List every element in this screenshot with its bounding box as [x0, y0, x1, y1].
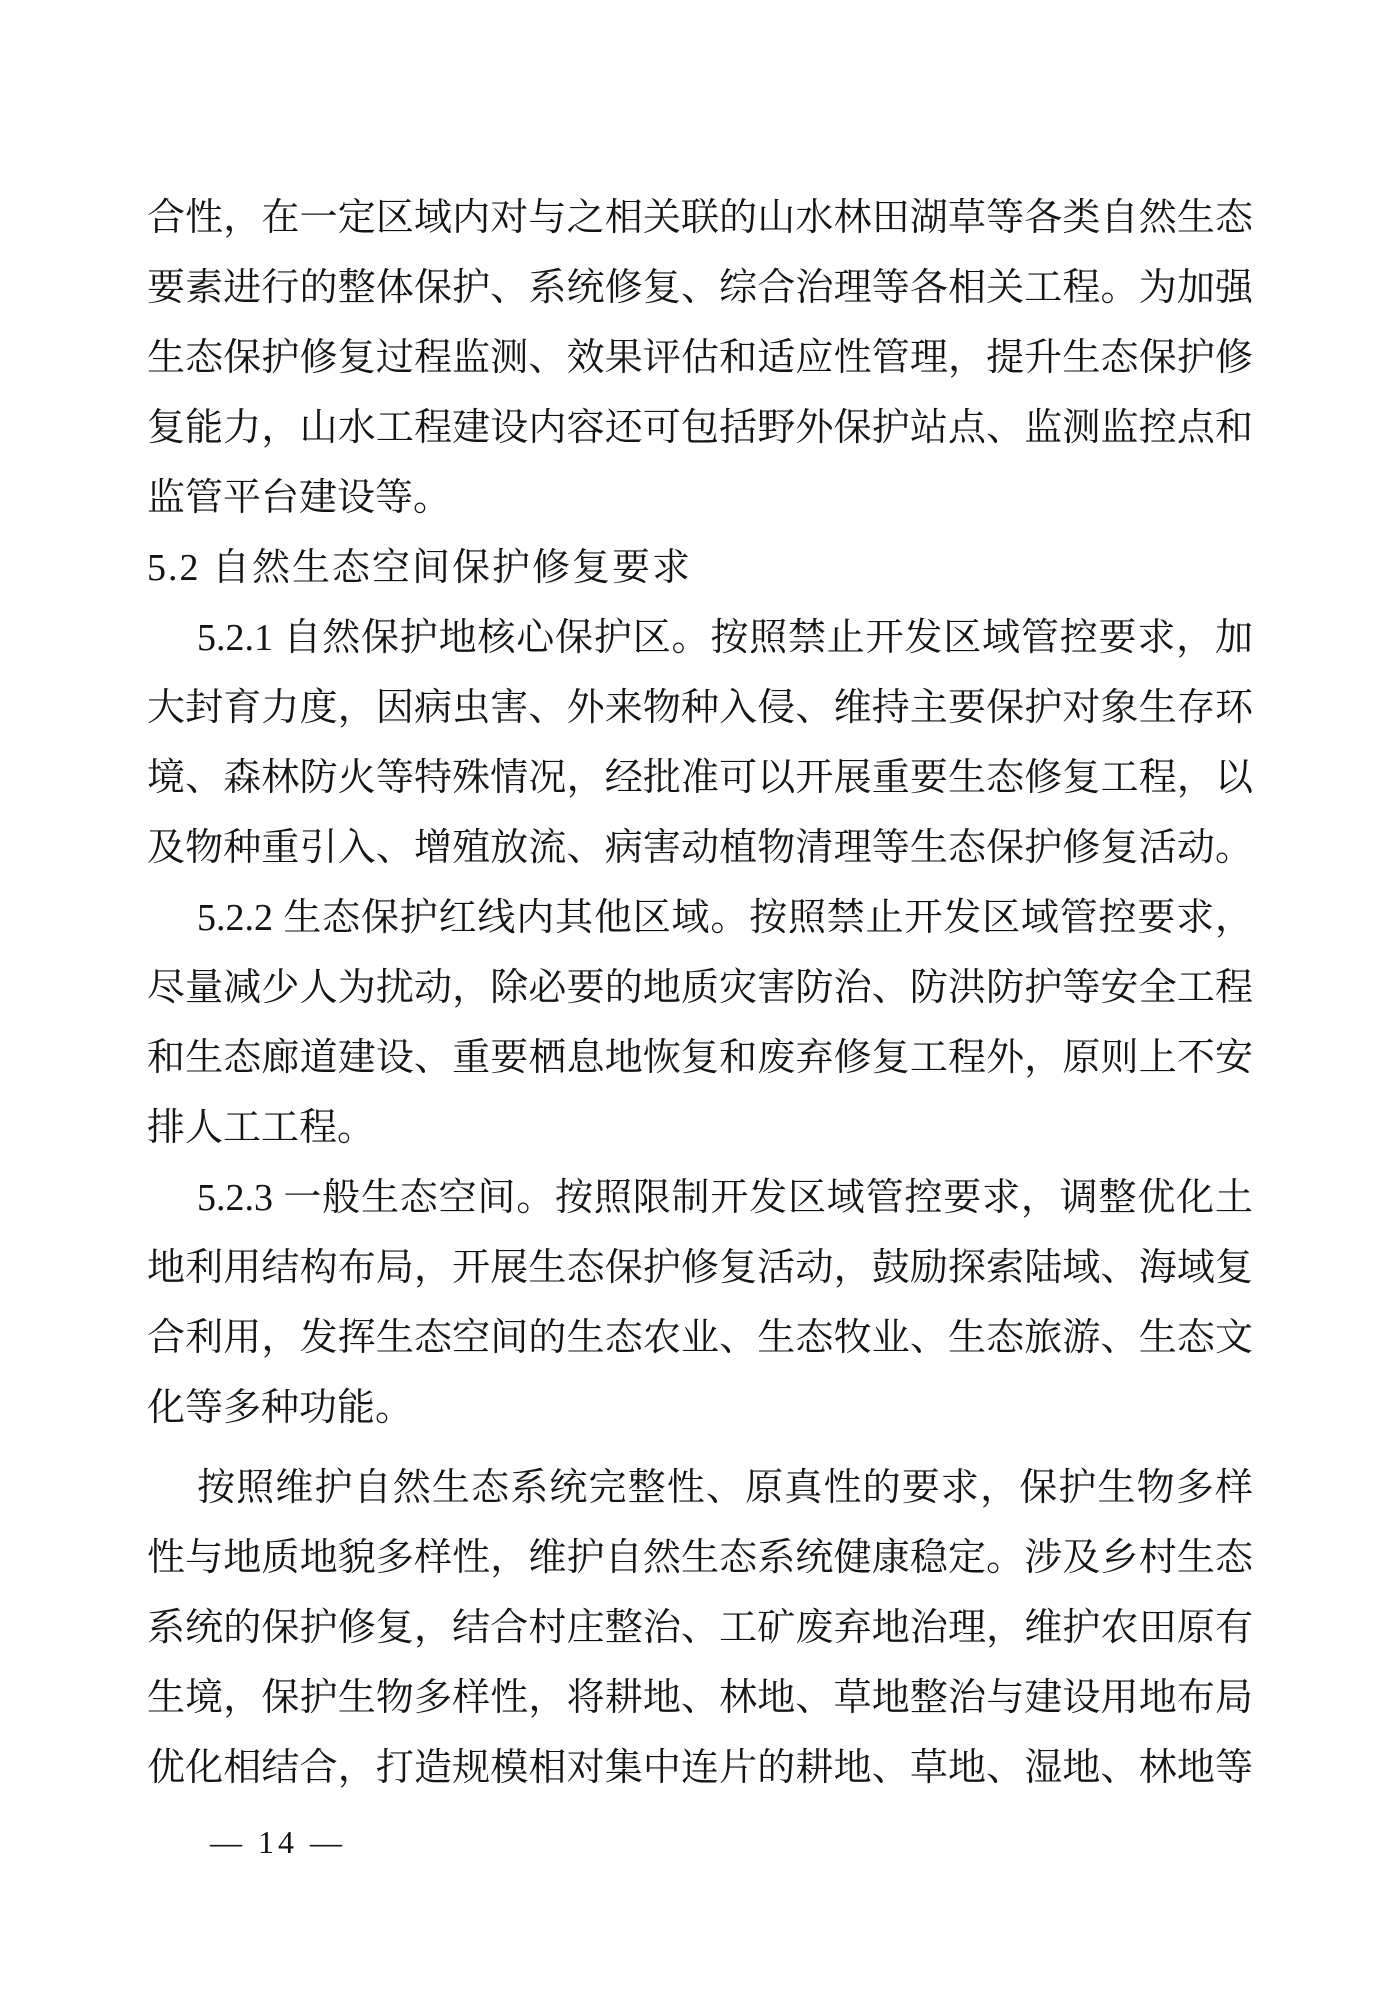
text-line: 合利用，发挥生态空间的生态农业、生态牧业、生态旅游、生态文: [147, 1317, 1253, 1359]
text-line: 地利用结构布局，开展生态保护修复活动，鼓励探索陆域、海域复: [147, 1247, 1253, 1289]
text-line: 大封育力度，因病虫害、外来物种入侵、维持主要保护对象生存环: [147, 687, 1253, 729]
text-line: 化等多种功能。: [147, 1387, 414, 1429]
text-line: 要素进行的整体保护、系统修复、综合治理等各相关工程。为加强: [147, 267, 1253, 309]
page-number: — 14 —: [210, 1824, 346, 1860]
text-line: 境、森林防火等特殊情况，经批准可以开展重要生态修复工程，以: [147, 757, 1253, 799]
text-line: 尽量减少人为扰动，除必要的地质灾害防治、防洪防护等安全工程: [147, 967, 1253, 1009]
text-line: 5.2.3 一般生态空间。按照限制开发区域管控要求，调整优化土: [197, 1177, 1253, 1219]
section-heading-5-2: 5.2 自然生态空间保护修复要求: [147, 547, 693, 589]
text-line: 和生态廊道建设、重要栖息地恢复和废弃修复工程外，原则上不安: [147, 1037, 1253, 1079]
text-line: 系统的保护修复，结合村庄整治、工矿废弃地治理，维护农田原有: [147, 1607, 1253, 1649]
text-line: 监管平台建设等。: [147, 477, 452, 519]
text-line: 生境，保护生物多样性，将耕地、林地、草地整治与建设用地布局: [147, 1677, 1253, 1719]
text-line: 生态保护修复过程监测、效果评估和适应性管理，提升生态保护修: [147, 337, 1253, 379]
text-line: 5.2.2 生态保护红线内其他区域。按照禁止开发区域管控要求，: [197, 897, 1253, 939]
text-line: 优化相结合，打造规模相对集中连片的耕地、草地、湿地、林地等: [147, 1747, 1253, 1789]
text-line: 5.2.1 自然保护地核心保护区。按照禁止开发区域管控要求，加: [197, 617, 1253, 659]
text-line: 排人工工程。: [147, 1107, 376, 1149]
text-line: 按照维护自然生态系统完整性、原真性的要求，保护生物多样: [197, 1467, 1253, 1509]
document-body: [147, 183, 1253, 1803]
text-line: 性与地质地貌多样性，维护自然生态系统健康稳定。涉及乡村生态: [147, 1537, 1253, 1579]
text-line: 复能力，山水工程建设内容还可包括野外保护站点、监测监控点和: [147, 407, 1253, 449]
text-line: 合性，在一定区域内对与之相关联的山水林田湖草等各类自然生态: [147, 197, 1253, 239]
text-line: 及物种重引入、增殖放流、病害动植物清理等生态保护修复活动。: [147, 827, 1253, 869]
